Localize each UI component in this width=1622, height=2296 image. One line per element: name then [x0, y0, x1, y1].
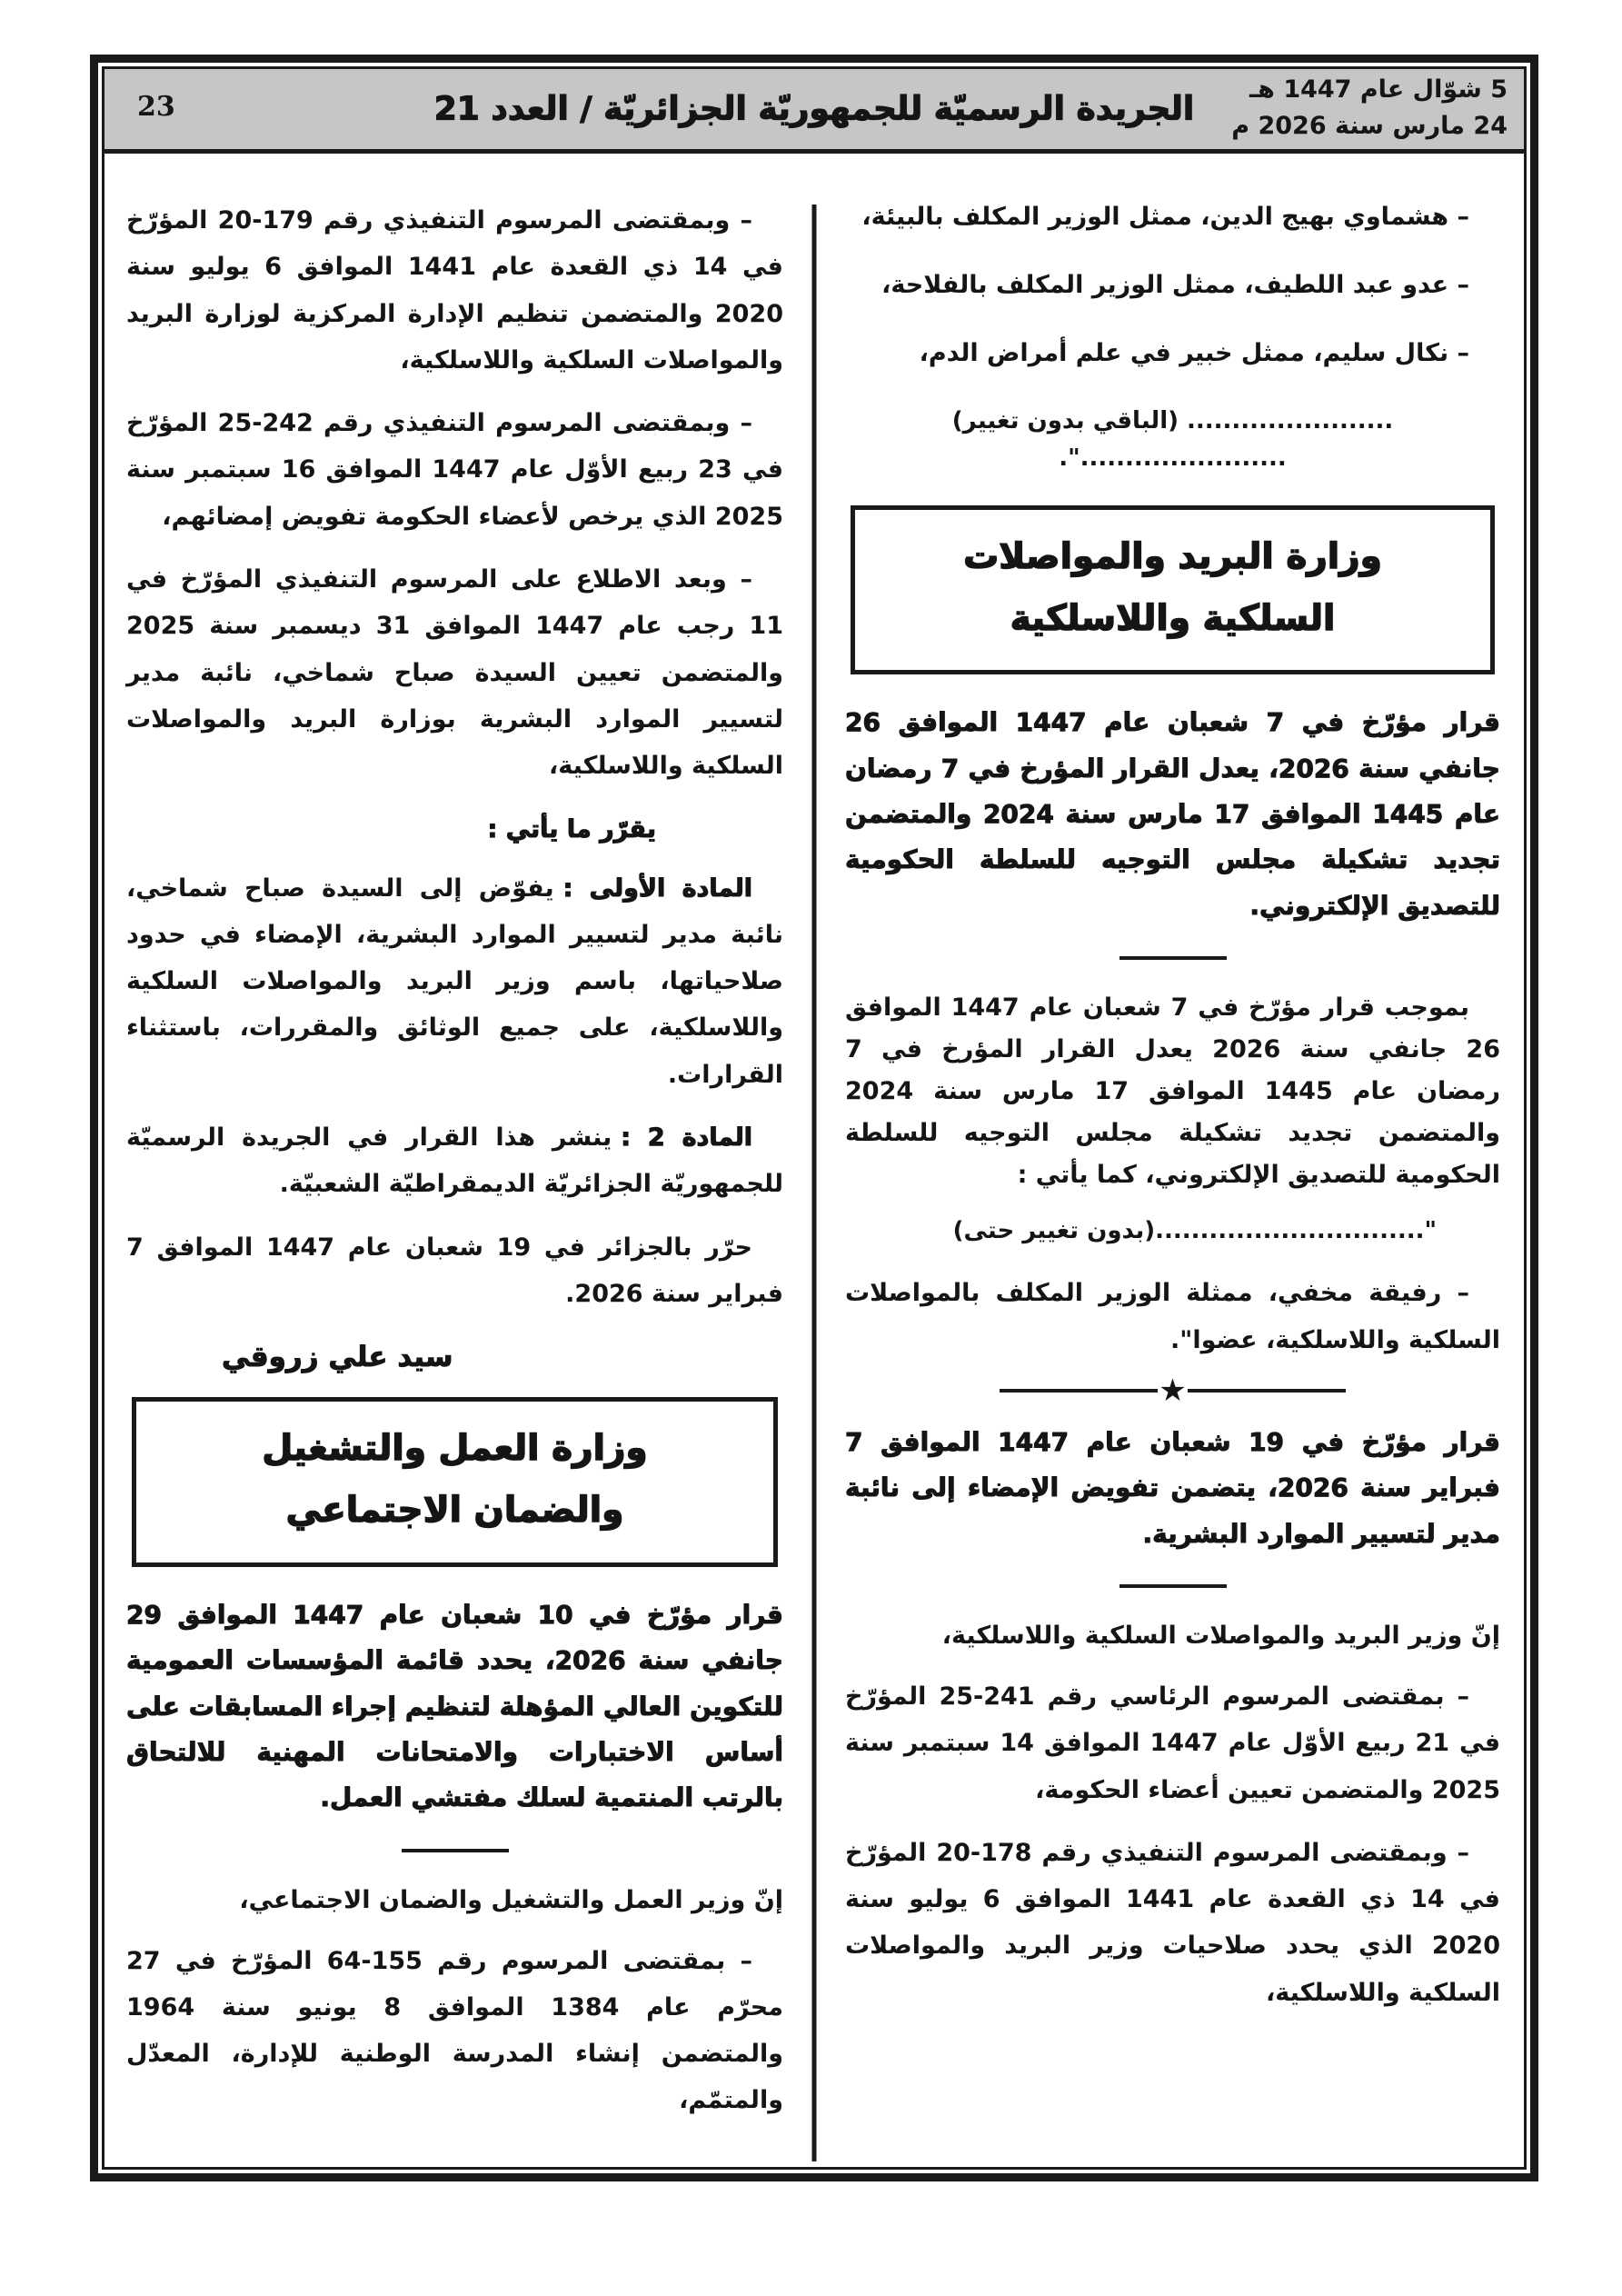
ministry-box-labour	[132, 1397, 778, 1567]
visa-paragraph: – وبمقتضى المرسوم التنفيذي رقم 178-20 المؤرّخ في 14 ذي القعدة عام 1441 الموافق 6 يوليو سنة 2020 الذي يحدد صلاحيات وزير البريد والمواصلات السلكية واللاسلكية،	[845, 1838, 1500, 2007]
masthead-date-hijri: 5 شوّال عام 1447 هـ	[1249, 75, 1508, 104]
page-border	[90, 55, 1538, 2181]
decree-summary: قرار مؤرّخ في 10 شعبان عام 1447 الموافق 29 جانفي سنة 2026، يحدد قائمة المؤسسات العمومية للتكوين العالي المؤهلة لتنظيم إجراء المسابقات على أساس الاختبارات والامتحانات المهنية للالتحاق بالرتب المنتمية لسلك مفتشي العمل.	[126, 1599, 783, 1813]
masthead-title: الجريدة الرسميّة للجمهوريّة الجزائريّة / العدد 21	[433, 90, 1195, 128]
decides-line: يقرّر ما يأتي :	[487, 814, 656, 844]
decree-summary: قرار مؤرّخ في 19 شعبان عام 1447 الموافق 7 فبراير سنة 2026، يتضمن تفويض الإمضاء إلى نائبة مدير لتسيير الموارد البشرية.	[845, 1426, 1500, 1549]
member-added: – رفيقة مخفي، ممثلة الوزير المكلف بالمواصلات السلكية واللاسلكية، عضوا".	[845, 1279, 1500, 1354]
member-item: – نكال سليم، ممثل خبير في علم أمراض الدم،	[919, 339, 1469, 368]
section-divider	[402, 1849, 509, 1852]
decree-summary: قرار مؤرّخ في 7 شعبان عام 1447 الموافق 26 جانفي سنة 2026، يعدل القرار المؤرخ في 7 رمضان عام 1445 الموافق 17 مارس سنة 2024 والمتضمن تجديد تشكيلة مجلس التوجيه للسلطة الحكومية للتصديق الإلكتروني.	[845, 707, 1500, 921]
visa-paragraph: – وبمقتضى المرسوم التنفيذي رقم 179-20 المؤرّخ في 14 ذي القعدة عام 1441 الموافق 6 يوليو سنة 2020 والمتضمن تنظيم الإدارة المركزية لوزارة البريد والمواصلات السلكية واللاسلكية،	[126, 206, 783, 374]
page-number: 23	[137, 91, 175, 123]
minister-intro: إنّ وزير البريد والمواصلات السلكية واللاسلكية،	[941, 1622, 1500, 1651]
masthead-dates	[1231, 72, 1508, 145]
article-2	[126, 1114, 783, 1208]
visa-paragraph: – وبمقتضى المرسوم التنفيذي رقم 242-25 المؤرّخ في 23 ربيع الأوّل عام 1447 الموافق 16 سبتمبر سنة 2025 الذي يرخص لأعضاء الحكومة تفويض إمضائهم،	[126, 409, 783, 531]
page-inner-border	[102, 66, 1527, 2170]
member-item: – هشماوي بهيج الدين، ممثل الوزير المكلف بالبيئة،	[861, 203, 1469, 231]
column-divider	[812, 205, 817, 2161]
column-left	[115, 154, 814, 2167]
section-divider	[1119, 956, 1227, 960]
ministry-box-post-telecom	[851, 505, 1495, 675]
masthead	[104, 69, 1524, 154]
ministry-box-line: السلكية واللاسلكية	[1010, 598, 1336, 639]
visa-paragraph: – وبعد الاطلاع على المرسوم التنفيذي المؤرّخ في 11 رجب عام 1447 الموافق 31 ديسمبر سنة 2025 والمتضمن تعيين السيدة صباح شماخي، نائبة مدير لتسيير الموارد البشرية بوزارة البريد والمواصلات السلكية واللاسلكية،	[126, 565, 783, 781]
masthead-date-gregorian: 24 مارس سنة 2026 م	[1231, 112, 1508, 140]
content-area	[104, 154, 1524, 2167]
visa-paragraph: – بمقتضى المرسوم رقم 155-64 المؤرّخ في 27 محرّم عام 1384 الموافق 8 يونيو سنة 1964 والمتضمن إنشاء المدرسة الوطنية للإدارة، المعدّل والمتمّم،	[126, 1946, 783, 2115]
article-text: ينشر هذا القرار في الجريدة الرسميّة للجمهوريّة الجزائريّة الديمقراطيّة الشعبيّة.	[126, 1123, 783, 1199]
visa-paragraph: – بمقتضى المرسوم الرئاسي رقم 241-25 المؤرّخ في 21 ربيع الأوّل عام 1447 الموافق 14 سبتمبر سنة 2025 والمتضمن تعيين أعضاء الحكومة،	[845, 1682, 1501, 1804]
minister-intro: إنّ وزير العمل والتشغيل والضمان الاجتماعي،	[239, 1885, 783, 1914]
decree-body: بموجب قرار مؤرّخ في 7 شعبان عام 1447 الموافق 26 جانفي سنة 2026 يعدل القرار المؤرخ في 7 رمضان عام 1445 الموافق 17 مارس سنة 2024 والمتضمن تجديد تشكيلة مجلس التوجيه للسلطة الحكومية للتصديق الإلكتروني، كما يأتي :	[845, 993, 1500, 1189]
article-text: يفوّض إلى السيدة صباح شماخي، نائبة مدير لتسيير الموارد البشرية، الإمضاء في حدود صلاحياتها، باسم وزير البريد والمواصلات السلكية واللاسلكية، على جميع الوثائق والمقررات، باستثناء القرارات.	[126, 873, 783, 1089]
ministry-box-line: وزارة العمل والتشغيل	[262, 1428, 648, 1470]
star-divider: ★	[1000, 1389, 1346, 1393]
signature: سيد علي زروقي	[222, 1341, 453, 1374]
issued-line: حرّر بالجزائر في 19 شعبان عام 1447 الموافق 7 فبراير سنة 2026.	[126, 1233, 783, 1308]
column-right	[814, 154, 1513, 2167]
article-label: المادة الأولى :	[562, 873, 752, 903]
ministry-box-line: وزارة البريد والمواصلات	[963, 535, 1382, 577]
article-label: المادة 2 :	[621, 1123, 753, 1153]
section-divider	[1119, 1584, 1227, 1588]
member-item: – عدو عبد اللطيف، ممثل الوزير المكلف بالفلاحة،	[881, 271, 1469, 300]
unchanged-until-line: "..............................(بدون تغيير حتى)	[952, 1216, 1437, 1244]
remainder-unchanged-line: ....................... (الباقي بدون تغيير) .......................".	[951, 406, 1394, 473]
ministry-box-line: والضمان الاجتماعي	[285, 1490, 624, 1532]
article-1	[126, 865, 783, 1098]
